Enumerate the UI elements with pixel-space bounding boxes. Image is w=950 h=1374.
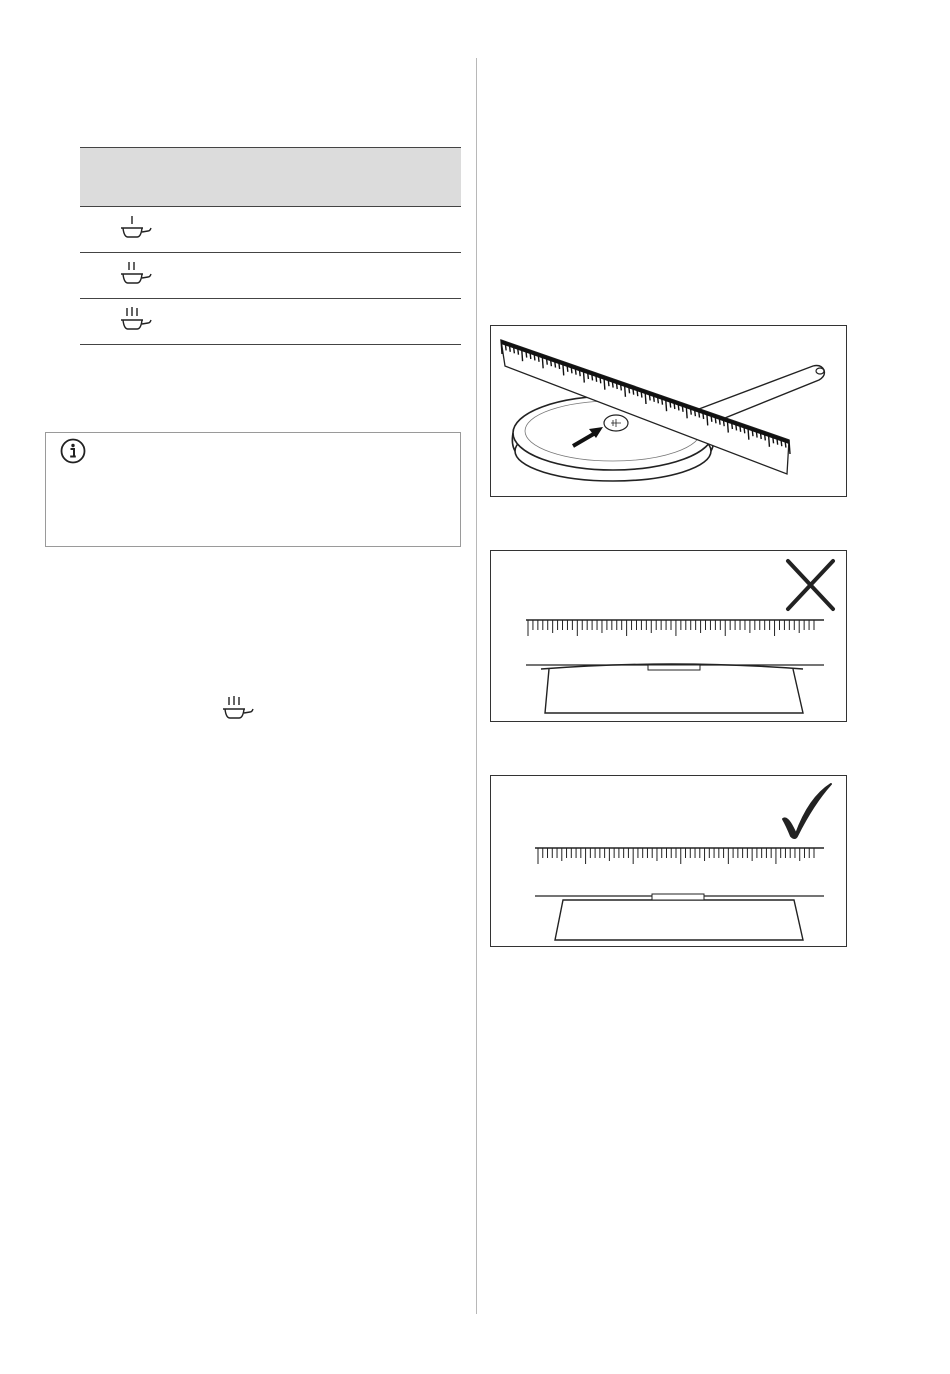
table-header (80, 147, 461, 207)
cross-icon (788, 561, 833, 609)
table-row (80, 253, 461, 299)
info-box (45, 432, 461, 547)
info-icon (60, 438, 86, 464)
column-divider (476, 58, 477, 1314)
pan-slightly-concave-icon (120, 261, 156, 289)
check-icon (783, 784, 831, 838)
correct-measurement-figure (490, 775, 847, 947)
wrong-measurement-figure (490, 550, 847, 722)
pan-concave-icon (222, 696, 258, 724)
table-row (80, 207, 461, 253)
pan-flat-icon (120, 215, 156, 243)
measurement-scale (538, 848, 814, 864)
table-row (80, 299, 461, 345)
ruler-tick (789, 440, 790, 454)
measurement-scale (528, 620, 814, 636)
pan-with-ruler-figure (490, 325, 847, 497)
pan-concave-icon (120, 307, 156, 335)
pan-type-table (80, 147, 461, 345)
